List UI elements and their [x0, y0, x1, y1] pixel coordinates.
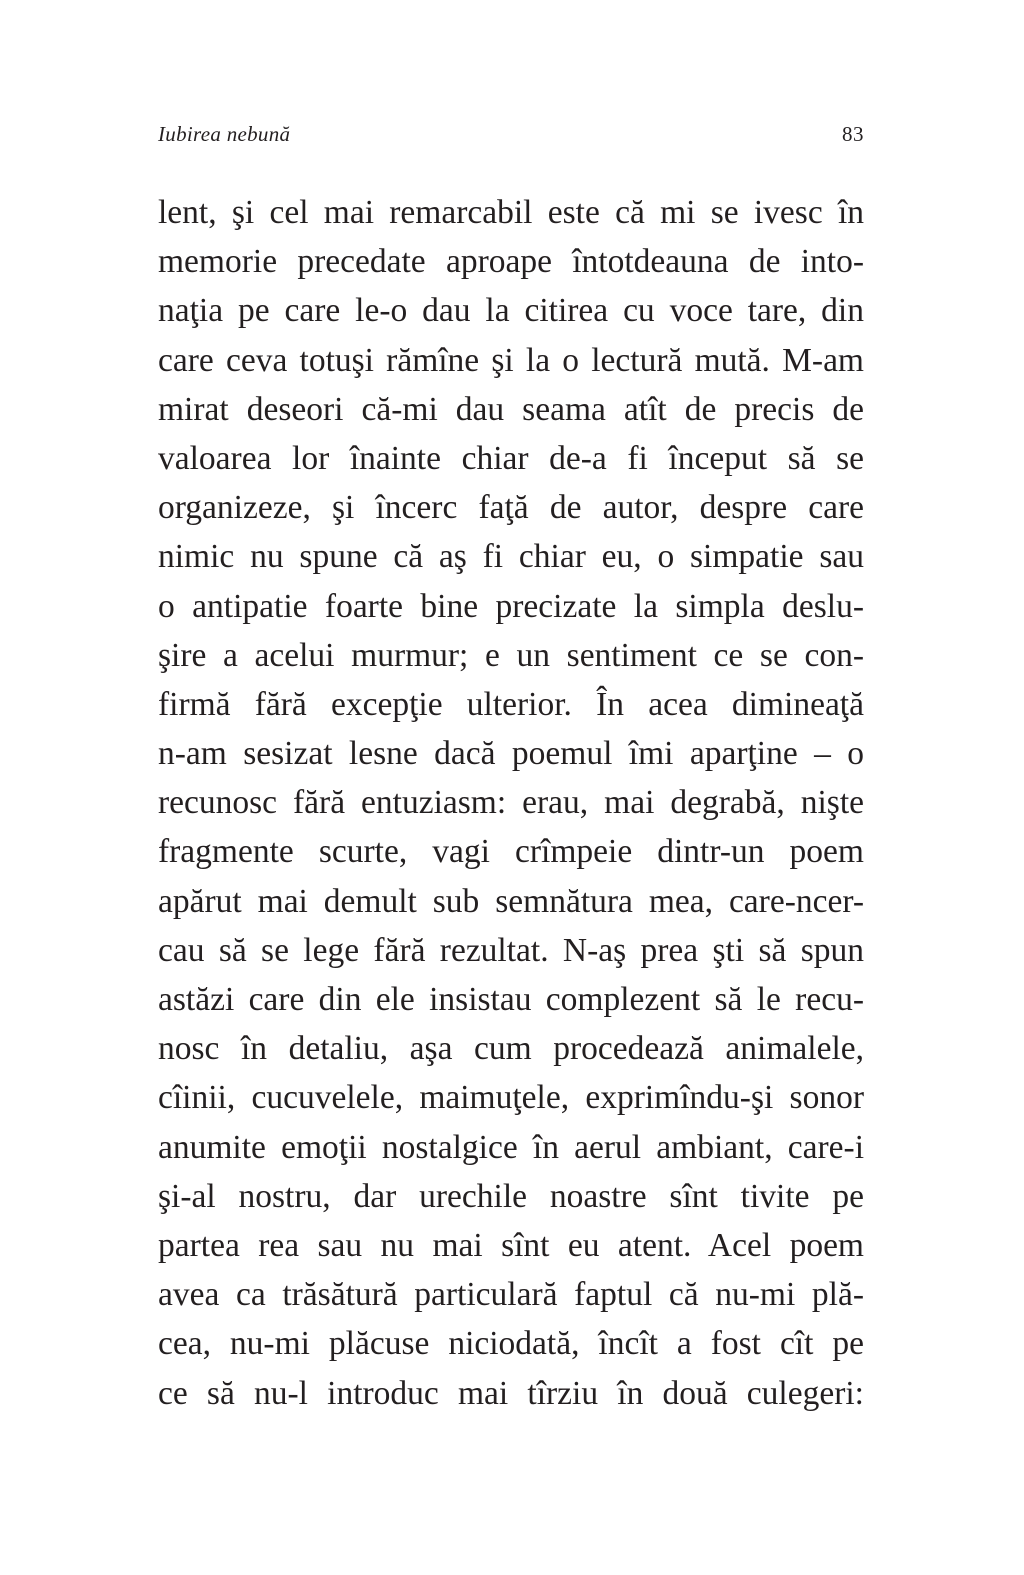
- page-number: 83: [842, 122, 864, 146]
- text-line: ce să nu-l introduc mai tîrziu în două culegeri:: [158, 1374, 864, 1412]
- text-line: astăzi care din ele insistau complezent să le recu-: [158, 981, 864, 1018]
- text-line: naţia pe care le-o dau la citirea cu voce tare, din: [158, 292, 864, 330]
- text-line: partea rea sau nu mai sînt eu atent. Acel poem: [158, 1226, 864, 1264]
- text-line: nosc în detaliu, aşa cum procedează animalele,: [158, 1030, 864, 1068]
- text-line: recunosc fără entuziasm: erau, mai degrabă, nişte: [158, 784, 864, 822]
- text-line: organizeze, şi încerc faţă de autor, despre care: [158, 489, 864, 527]
- text-line: apărut mai demult sub semnătura mea, care-ncer-: [158, 882, 864, 920]
- text-line: valoarea lor înainte chiar de-a fi început să se: [158, 439, 864, 477]
- body-text: [158, 188, 864, 1418]
- text-line: avea ca trăsătură particulară faptul că nu-mi plă-: [158, 1276, 864, 1314]
- text-line: cîinii, cucuvelele, maimuţele, exprimîndu-şi sonor: [158, 1079, 864, 1117]
- text-line: n-am sesizat lesne dacă poemul îmi aparţine – o: [158, 735, 864, 773]
- running-head: [158, 119, 864, 149]
- text-line: cea, nu-mi plăcuse niciodată, încît a fost cît pe: [158, 1325, 864, 1363]
- text-line: şire a acelui murmur; e un sentiment ce se con-: [158, 636, 864, 674]
- text-line: cau să se lege fără rezultat. N-aş prea şti să spun: [158, 931, 864, 969]
- text-line: mirat deseori că-mi dau seama atît de precis de: [158, 390, 864, 428]
- text-line: care ceva totuşi rămîne şi la o lectură mută. M-am: [158, 341, 864, 379]
- text-line: nimic nu spune că aş fi chiar eu, o simpatie sau: [158, 538, 864, 576]
- text-line: lent, şi cel mai remarcabil este că mi se ivesc în: [158, 194, 864, 231]
- text-line: o antipatie foarte bine precizate la simpla deslu-: [158, 587, 864, 625]
- text-line: firmă fără excepţie ulterior. În acea dimineaţă: [158, 685, 864, 723]
- text-line: şi-al nostru, dar urechile noastre sînt tivite pe: [158, 1177, 864, 1215]
- running-title: Iubirea nebună: [158, 122, 291, 146]
- text-line: fragmente scurte, vagi crîmpeie dintr-un poem: [158, 833, 864, 871]
- text-line: anumite emoţii nostalgice în aerul ambiant, care-i: [158, 1128, 864, 1166]
- text-line: memorie precedate aproape întotdeauna de into-: [158, 243, 864, 281]
